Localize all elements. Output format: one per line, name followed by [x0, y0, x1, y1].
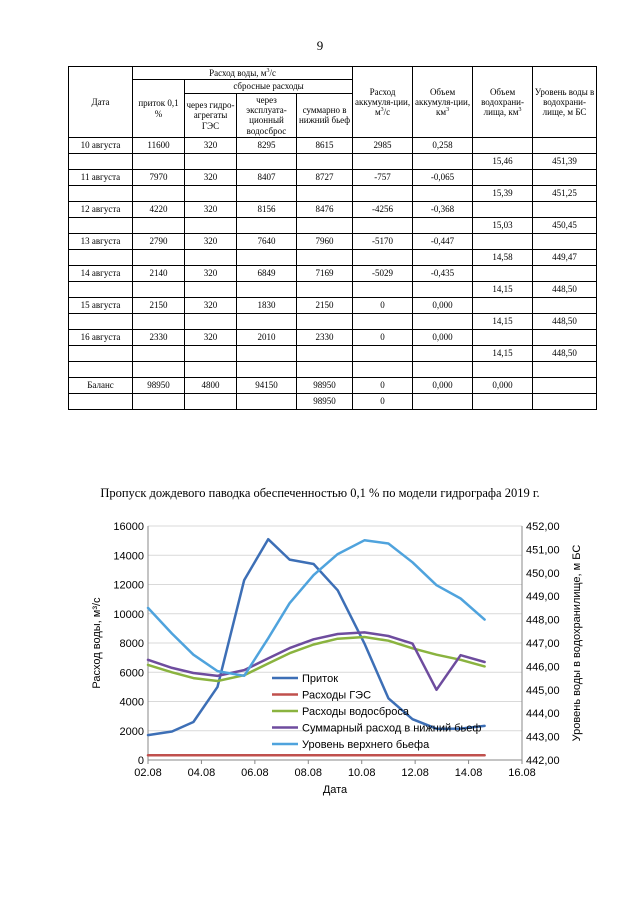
table-row: [69, 234, 597, 250]
header-hydro-units: через гидро-агрегаты ГЭС: [185, 93, 237, 137]
x-tick-label: 06.08: [241, 767, 269, 779]
table-cell: [533, 170, 597, 186]
table-cell: -4256: [353, 202, 413, 218]
table-cell: [297, 346, 353, 362]
y-right-tick-label: 451,00: [526, 544, 560, 557]
table-cell: 8476: [297, 202, 353, 218]
table-date-cell: [69, 186, 133, 202]
table-cell: [133, 282, 185, 298]
table-cell: 15,46: [473, 154, 533, 170]
table-cell: 448,50: [533, 282, 597, 298]
table-cell: 4220: [133, 202, 185, 218]
table-row: [69, 282, 597, 298]
table-cell: [533, 394, 597, 410]
header-inflow: приток 0,1 %: [133, 80, 185, 138]
table-date-cell: 14 августа: [69, 266, 133, 282]
table-cell: [533, 202, 597, 218]
table-cell: 320: [185, 298, 237, 314]
series-line: [148, 540, 485, 676]
table-cell: 320: [185, 138, 237, 154]
table-cell: [185, 250, 237, 266]
table-cell: [133, 154, 185, 170]
table-cell: [237, 186, 297, 202]
y-right-tick-label: 447,00: [526, 638, 560, 650]
table-cell: 2150: [133, 298, 185, 314]
x-tick-label: 16.08: [508, 767, 536, 779]
table-row: [69, 186, 597, 202]
legend-label: Приток: [302, 673, 339, 685]
table-cell: [353, 218, 413, 234]
header-reservoir-volume: Объем водохрани-лища, $км^3$: [473, 67, 533, 138]
table-cell: [473, 266, 533, 282]
y-left-tick-label: 14000: [113, 550, 144, 563]
table-date-cell: [69, 154, 133, 170]
x-tick-label: 04.08: [187, 767, 216, 779]
table-date-cell: [69, 362, 133, 378]
table-date-cell: [69, 218, 133, 234]
x-tick-label: 08.08: [294, 767, 323, 779]
table-cell: 448,50: [533, 346, 597, 362]
y-left-tick-label: 16000: [113, 521, 144, 533]
table-cell: [185, 218, 237, 234]
table-row: [69, 378, 597, 394]
table-cell: 320: [185, 330, 237, 346]
table-cell: [473, 202, 533, 218]
y-right-tick-label: 443,00: [526, 731, 560, 744]
table-cell: 14,15: [473, 282, 533, 298]
header-water-flow: Расход воды, $м^3/с$: [133, 67, 353, 80]
table-cell: [133, 314, 185, 330]
table-cell: 451,39: [533, 154, 597, 170]
table-cell: 2330: [133, 330, 185, 346]
table-cell: 98950: [297, 378, 353, 394]
table-row: [69, 266, 597, 282]
table-date-cell: 11 августа: [69, 170, 133, 186]
table-cell: 320: [185, 170, 237, 186]
y-left-tick-label: 10000: [113, 608, 144, 621]
table-cell: 0: [353, 378, 413, 394]
header-total-tailwater: суммарно в нижний бьеф: [297, 93, 353, 137]
legend-label: Расходы водосброса: [302, 706, 410, 718]
table-cell: 1830: [237, 298, 297, 314]
table-cell: [473, 138, 533, 154]
table-date-cell: 15 августа: [69, 298, 133, 314]
table-cell: [533, 330, 597, 346]
table-cell: 0,258: [413, 138, 473, 154]
table-cell: -0,435: [413, 266, 473, 282]
table-cell: [237, 154, 297, 170]
table-cell: [237, 218, 297, 234]
table-cell: [297, 314, 353, 330]
table-cell: -757: [353, 170, 413, 186]
y-right-tick-label: 446,00: [526, 661, 560, 674]
table-cell: [533, 234, 597, 250]
table-cell: [473, 298, 533, 314]
table-date-cell: 10 августа: [69, 138, 133, 154]
table-cell: [533, 266, 597, 282]
table-cell: 448,50: [533, 314, 597, 330]
table-date-cell: 12 августа: [69, 202, 133, 218]
header-spillway-flows: сбросные расходы: [185, 80, 353, 93]
table-cell: 2150: [297, 298, 353, 314]
y-right-tick-label: 449,00: [526, 591, 560, 604]
table-cell: -0,447: [413, 234, 473, 250]
table-cell: [237, 314, 297, 330]
y-left-tick-label: 6000: [119, 667, 144, 680]
table-cell: [413, 314, 473, 330]
table-cell: [237, 362, 297, 378]
table-cell: 94150: [237, 378, 297, 394]
table-cell: 11600: [133, 138, 185, 154]
y-right-tick-label: 452,00: [526, 521, 560, 533]
table-cell: [473, 234, 533, 250]
table-cell: 320: [185, 266, 237, 282]
table-cell: [297, 282, 353, 298]
y-right-tick-label: 445,00: [526, 684, 560, 697]
table-cell: 7640: [237, 234, 297, 250]
table-cell: [297, 218, 353, 234]
table-row: [69, 346, 597, 362]
table-cell: [297, 154, 353, 170]
table-cell: [133, 362, 185, 378]
table-cell: 2140: [133, 266, 185, 282]
table-row: [69, 298, 597, 314]
table-cell: 0,000: [413, 378, 473, 394]
table-cell: [353, 250, 413, 266]
x-tick-label: 10.08: [347, 767, 376, 779]
table-cell: [413, 218, 473, 234]
table-cell: [185, 394, 237, 410]
table-cell: 0: [353, 394, 413, 410]
table-cell: 8295: [237, 138, 297, 154]
table-cell: [413, 282, 473, 298]
header-date: Дата: [69, 67, 133, 138]
header-reservoir-level: Уровень воды в водохрани-лище, м БС: [533, 67, 597, 138]
table-cell: [237, 394, 297, 410]
table-cell: 14,15: [473, 314, 533, 330]
table-cell: 98950: [297, 394, 353, 410]
table-cell: 2985: [353, 138, 413, 154]
table-cell: [185, 314, 237, 330]
table-cell: [353, 282, 413, 298]
table-cell: 0: [353, 298, 413, 314]
table-cell: 0,000: [473, 378, 533, 394]
table-date-cell: 13 августа: [69, 234, 133, 250]
table-cell: [297, 362, 353, 378]
chart-title: Пропуск дождевого паводка обеспеченностью 0,1 % по модели гидрографа 2019 г.: [100, 486, 540, 500]
y-right-tick-label: 450,00: [526, 567, 560, 580]
table-cell: -5170: [353, 234, 413, 250]
table-cell: [133, 394, 185, 410]
table-cell: [533, 378, 597, 394]
table-cell: 4800: [185, 378, 237, 394]
table-row: [69, 362, 597, 378]
table-cell: 320: [185, 202, 237, 218]
y-left-tick-label: 2000: [119, 725, 144, 738]
table-cell: [413, 346, 473, 362]
table-cell: 7970: [133, 170, 185, 186]
y-left-tick-label: 0: [137, 755, 144, 767]
table-cell: 0: [353, 330, 413, 346]
table-cell: [353, 362, 413, 378]
table-cell: [473, 330, 533, 346]
table-cell: [353, 186, 413, 202]
table-date-cell: [69, 394, 133, 410]
table-date-cell: [69, 314, 133, 330]
table-cell: [473, 394, 533, 410]
table-cell: [185, 346, 237, 362]
table-row: [69, 170, 597, 186]
table-cell: 14,15: [473, 346, 533, 362]
header-operational-spillway: через эксплуата-ционный водосброс: [237, 93, 297, 137]
table-cell: 8156: [237, 202, 297, 218]
y-right-tick-label: 448,00: [526, 614, 560, 627]
table-cell: [185, 154, 237, 170]
table-date-cell: [69, 282, 133, 298]
table-row: [69, 218, 597, 234]
x-tick-label: 02.08: [134, 767, 162, 779]
y-left-tick-label: 8000: [119, 638, 144, 650]
table-cell: [185, 186, 237, 202]
y-right-axis-label: Уровень воды в водохранилище, м БС: [571, 544, 583, 742]
table-cell: [353, 314, 413, 330]
table-cell: [413, 394, 473, 410]
table-row: [69, 330, 597, 346]
x-tick-label: 14.08: [454, 767, 483, 779]
header-accumulation-volume: Объем аккумуля-ции, $км^3$: [413, 67, 473, 138]
table-cell: [133, 250, 185, 266]
y-left-tick-label: 12000: [113, 579, 144, 592]
table-cell: [353, 346, 413, 362]
table-cell: [237, 250, 297, 266]
table-cell: 8615: [297, 138, 353, 154]
table-date-cell: [69, 250, 133, 266]
table-cell: [133, 218, 185, 234]
table-date-cell: [69, 346, 133, 362]
table-cell: 2010: [237, 330, 297, 346]
table-cell: [533, 298, 597, 314]
table-cell: 98950: [133, 378, 185, 394]
table-cell: [297, 186, 353, 202]
table-cell: 7960: [297, 234, 353, 250]
water-flow-table: [68, 66, 597, 410]
table-cell: 320: [185, 234, 237, 250]
table-cell: 15,39: [473, 186, 533, 202]
table-row: [69, 394, 597, 410]
table-cell: 8407: [237, 170, 297, 186]
table-cell: 449,47: [533, 250, 597, 266]
table-cell: [185, 362, 237, 378]
table-cell: [185, 282, 237, 298]
x-axis-label: Дата: [322, 784, 348, 796]
table-row: [69, 154, 597, 170]
legend-label: Уровень верхнего бьефа: [302, 739, 430, 751]
table-cell: [413, 154, 473, 170]
table-cell: [473, 170, 533, 186]
legend-label: Суммарный расход в нижний бьеф: [302, 722, 482, 735]
table-date-cell: Баланс: [69, 378, 133, 394]
table-cell: 7169: [297, 266, 353, 282]
y-left-axis-label: Расход воды, м³/с: [91, 597, 103, 689]
table-cell: [237, 346, 297, 362]
table-cell: [413, 186, 473, 202]
y-right-tick-label: 444,00: [526, 708, 560, 721]
legend-label: Расходы ГЭС: [302, 689, 372, 702]
table-cell: 15,03: [473, 218, 533, 234]
table-cell: -5029: [353, 266, 413, 282]
table-cell: [413, 362, 473, 378]
table-cell: [473, 362, 533, 378]
table-cell: [533, 362, 597, 378]
table-cell: 2330: [297, 330, 353, 346]
table-cell: 14,58: [473, 250, 533, 266]
table-cell: -0,368: [413, 202, 473, 218]
table-date-cell: 16 августа: [69, 330, 133, 346]
table-row: [69, 250, 597, 266]
page-number: 9: [316, 38, 324, 53]
table-cell: 0,000: [413, 330, 473, 346]
table-cell: -0,065: [413, 170, 473, 186]
table-cell: [353, 154, 413, 170]
table-cell: [133, 186, 185, 202]
table-cell: [297, 250, 353, 266]
table-cell: 0,000: [413, 298, 473, 314]
table-cell: [413, 250, 473, 266]
table-cell: [533, 138, 597, 154]
table-row: [69, 202, 597, 218]
table-row: [69, 314, 597, 330]
y-right-tick-label: 442,00: [526, 755, 560, 767]
table-cell: [133, 346, 185, 362]
table-cell: [237, 282, 297, 298]
table-cell: 450,45: [533, 218, 597, 234]
x-tick-label: 12.08: [401, 767, 429, 779]
header-accumulation-flow: Расход аккумуля-ции, $м^3/с$: [353, 67, 413, 138]
table-cell: 8727: [297, 170, 353, 186]
flow-chart: [0, 510, 640, 810]
table-cell: 2790: [133, 234, 185, 250]
table-row: [69, 138, 597, 154]
table-cell: 451,25: [533, 186, 597, 202]
table-cell: 6849: [237, 266, 297, 282]
y-left-tick-label: 4000: [119, 696, 144, 709]
